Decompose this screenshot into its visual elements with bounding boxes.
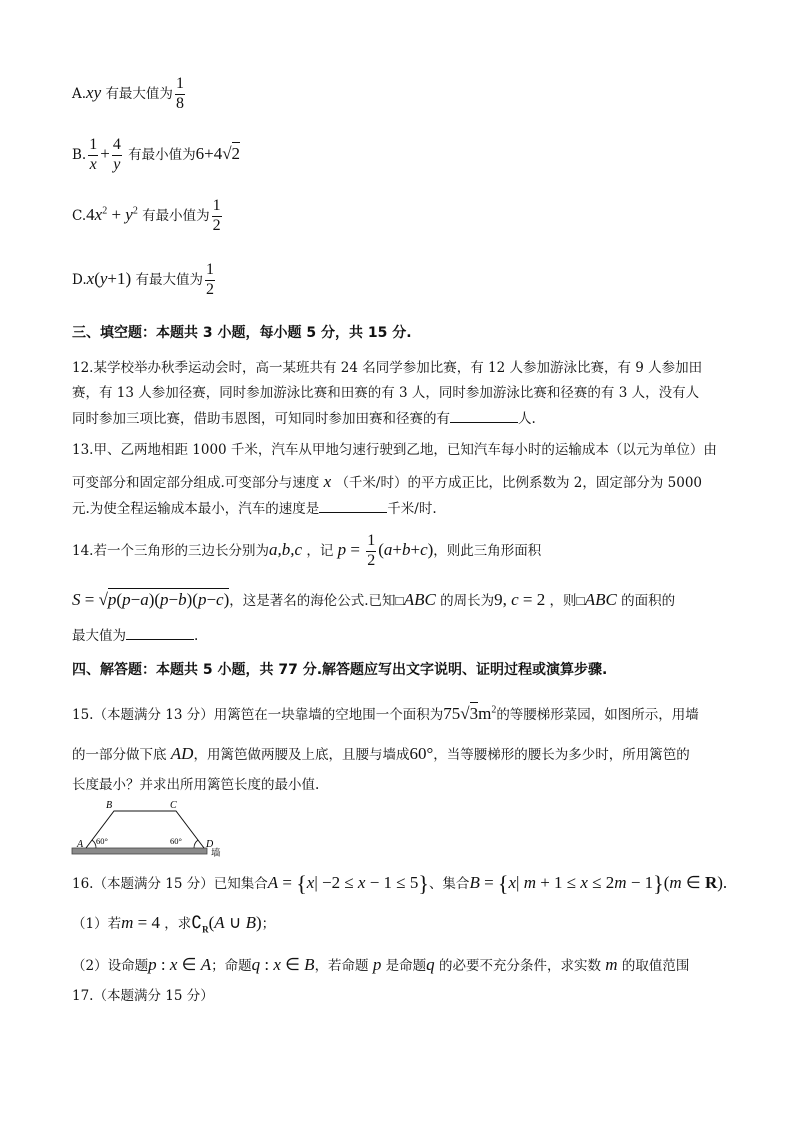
q13-line2 <box>72 472 702 492</box>
q15-line3: 长度最小？并求出所用篱笆长度的最小值. <box>72 777 320 793</box>
section3-heading: 三、填空题：本题共 3 小题，每小题 5 分，共 15 分. <box>72 325 412 341</box>
q16-line3c: ，若命题 <box>314 958 369 974</box>
math-AD: AD <box>170 744 194 763</box>
option-b-text: 有最小值为 <box>128 146 196 163</box>
math-m: m <box>605 955 618 974</box>
math-perimeter: 9, c = 2 <box>494 590 546 609</box>
q16-line3d: 是命题 <box>385 958 427 974</box>
math-60deg: 60° <box>409 744 434 763</box>
q16-line2 <box>72 913 275 935</box>
option-d-prefix: D. <box>72 271 87 288</box>
wall-bar <box>72 848 207 854</box>
frac-1-2-c: $\frac{1}{2}$ <box>212 197 221 234</box>
label-angle-a: 60° <box>96 836 108 846</box>
q15-line1b: 的等腰梯形菜园，如图所示，用墙 <box>496 707 699 723</box>
q14-line2d: 的面积的 <box>621 593 676 609</box>
q14-line2a: ，这是著名的海伦公式.已知 <box>229 593 396 609</box>
q16-line1 <box>72 871 727 897</box>
q14-line2c: ，则 <box>549 593 577 609</box>
answer-blank-14[interactable] <box>126 627 194 640</box>
math-x-y-plus-1: x(y+1) <box>86 268 132 288</box>
option-b: B. $\frac{1}{x}$ + $\frac{4}{y}$ 有最小值为6+4√2 <box>72 136 241 173</box>
q13-line1: 13.甲、乙两地相距 1000 千米，汽车从甲地匀速行驶到乙地，已知汽车每小时的运输成本（以元为单位）由 <box>72 442 717 458</box>
answer-blank-13[interactable] <box>319 500 387 513</box>
frac-4-y: $\frac{4}{y}$ <box>112 136 121 173</box>
math-prop-q: q : x ∈ B <box>251 955 315 974</box>
math-6-plus-4root2: 6+4√2 <box>195 143 241 163</box>
option-a-text: 有最大值为 <box>105 85 173 102</box>
q12-line1: 12.某学校举办秋季运动会时，高一某班共有 24 名同学参加比赛，有 12 人参加游泳比赛，有 9 人参加田 <box>72 360 703 376</box>
label-angle-d: 60° <box>170 836 182 846</box>
q16-line2b: ，求 <box>164 916 192 932</box>
q15-line2b: ，用篱笆做两腰及上底，且腰与墙成 <box>193 747 410 763</box>
option-c <box>72 198 224 235</box>
option-b-prefix: B. <box>72 146 87 163</box>
frac-1-2-d: $\frac{1}{2}$ <box>205 261 214 298</box>
trapezoid-figure <box>70 798 240 862</box>
q14-line3 <box>72 627 198 644</box>
option-d-text: 有最大值为 <box>135 271 203 288</box>
math-q: q <box>426 955 435 974</box>
math-xy: xy <box>86 82 102 102</box>
box-glyph: □ <box>395 593 404 608</box>
option-c-text: 有最小值为 <box>142 207 210 224</box>
math-ABC-2: ABC <box>584 590 617 609</box>
math-abc-sides: a,b,c <box>268 539 303 559</box>
q13-line2b: （千米/时）的平方成正比，比例系数为 2，固定部分为 5000 <box>335 475 703 491</box>
math-prop-p: p : x ∈ A <box>148 955 212 974</box>
math-set-B: B = {x| m + 1 ≤ x ≤ 2m − 1}(m ∈ R). <box>469 871 728 896</box>
math-m-eq-4: m = 4 <box>121 913 160 932</box>
q14-line2 <box>72 590 675 610</box>
math-set-A: A = {x| −2 ≤ x − 1 ≤ 5} <box>267 871 429 896</box>
math-x: x <box>323 472 332 491</box>
label-a: A <box>77 839 84 850</box>
q14-line2b: 的周长为 <box>440 593 495 609</box>
label-wall: 墙 <box>211 848 221 859</box>
q14-line1 <box>72 533 541 570</box>
q14-line3-text: 最大值为 <box>72 628 126 644</box>
q13-unit: 千米/时. <box>387 501 437 517</box>
section4-heading: 四、解答题：本题共 5 小题，共 77 分.解答题应写出文字说明、证明过程或演算步骤. <box>72 662 608 678</box>
q16-line3 <box>72 955 689 975</box>
angle-arc-d <box>194 840 198 848</box>
q15-line2 <box>72 744 690 764</box>
option-d <box>72 262 217 299</box>
frac-1-2-p: $\frac{1}{2}$ <box>367 532 376 569</box>
frac-1-8: $\frac{1}{8}$ <box>175 75 184 112</box>
q12-line3-text: 同时参加三项比赛，借助韦恩图，可知同时参加田赛和径赛的有 <box>72 411 450 427</box>
q15-line1a: 15.（本题满分 13 分）用篱笆在一块靠墙的空地围一个面积为 <box>72 707 444 723</box>
label-c: C <box>170 800 177 811</box>
math-ABC-1: ABC <box>403 590 436 609</box>
q16-line1a: 16.（本题满分 15 分）已知集合 <box>72 876 268 893</box>
q14-end: . <box>194 628 199 644</box>
math-a-b-c-sum: (a+b+c) <box>378 539 434 559</box>
q17-line1: 17.（本题满分 15 分） <box>72 988 214 1004</box>
q15-line1 <box>72 704 699 724</box>
q12-line2: 赛，有 13 人参加径赛，同时参加游泳比赛和田赛的有 3 人，同时参加游泳比赛和径赛的有 3 人，没有人 <box>72 385 700 401</box>
math-p-def: p = <box>337 539 365 559</box>
frac-1-x: $\frac{1}{x}$ <box>89 136 98 173</box>
q16-line2c: ； <box>261 916 276 932</box>
q15-line2c: ，当等腰梯形的腰长为多少时，所用篱笆的 <box>433 747 690 763</box>
q16-line3a: （2）设命题 <box>72 958 149 974</box>
q14-line1c: ，则此三角形面积 <box>433 542 542 559</box>
math-area: $75√3m^2$ <box>443 704 497 723</box>
q16-line2a: （1）若 <box>72 916 122 932</box>
q14-line1b: ，记 <box>306 542 334 559</box>
q12-unit: 人. <box>518 411 536 427</box>
math-4x2-y2: $4x^2 + y^2$ <box>86 204 138 224</box>
q13-line3a: 元.为使全程运输成本最小，汽车的速度是 <box>72 501 320 517</box>
q13-line2a: 可变部分和固定部分组成.可变部分与速度 <box>72 475 320 491</box>
q12-line3 <box>72 410 536 427</box>
math-p: p <box>372 955 382 974</box>
label-d: D <box>206 839 214 850</box>
box-glyph-2: □ <box>576 593 585 608</box>
option-a <box>72 76 187 113</box>
answer-blank-12[interactable] <box>450 410 518 423</box>
option-a-prefix: A. <box>72 85 87 102</box>
q16-line3f: 的取值范围 <box>621 958 690 974</box>
q16-line1b: 、集合 <box>428 876 470 893</box>
math-heron: S = √p(p−a)(p−b)(p−c) <box>72 590 230 609</box>
q16-line3b: ；命题 <box>211 958 252 974</box>
q15-line2a: 的一部分做下底 <box>72 747 167 763</box>
q14-line1a: 14.若一个三角形的三边长分别为 <box>72 542 269 559</box>
q13-line3 <box>72 500 437 517</box>
label-b: B <box>106 800 113 811</box>
math-complement: $∁_R(A$ ∪ B) <box>191 913 262 935</box>
option-c-prefix: C. <box>72 207 87 224</box>
q16-line3e: 的必要不充分条件，求实数 <box>438 958 601 974</box>
